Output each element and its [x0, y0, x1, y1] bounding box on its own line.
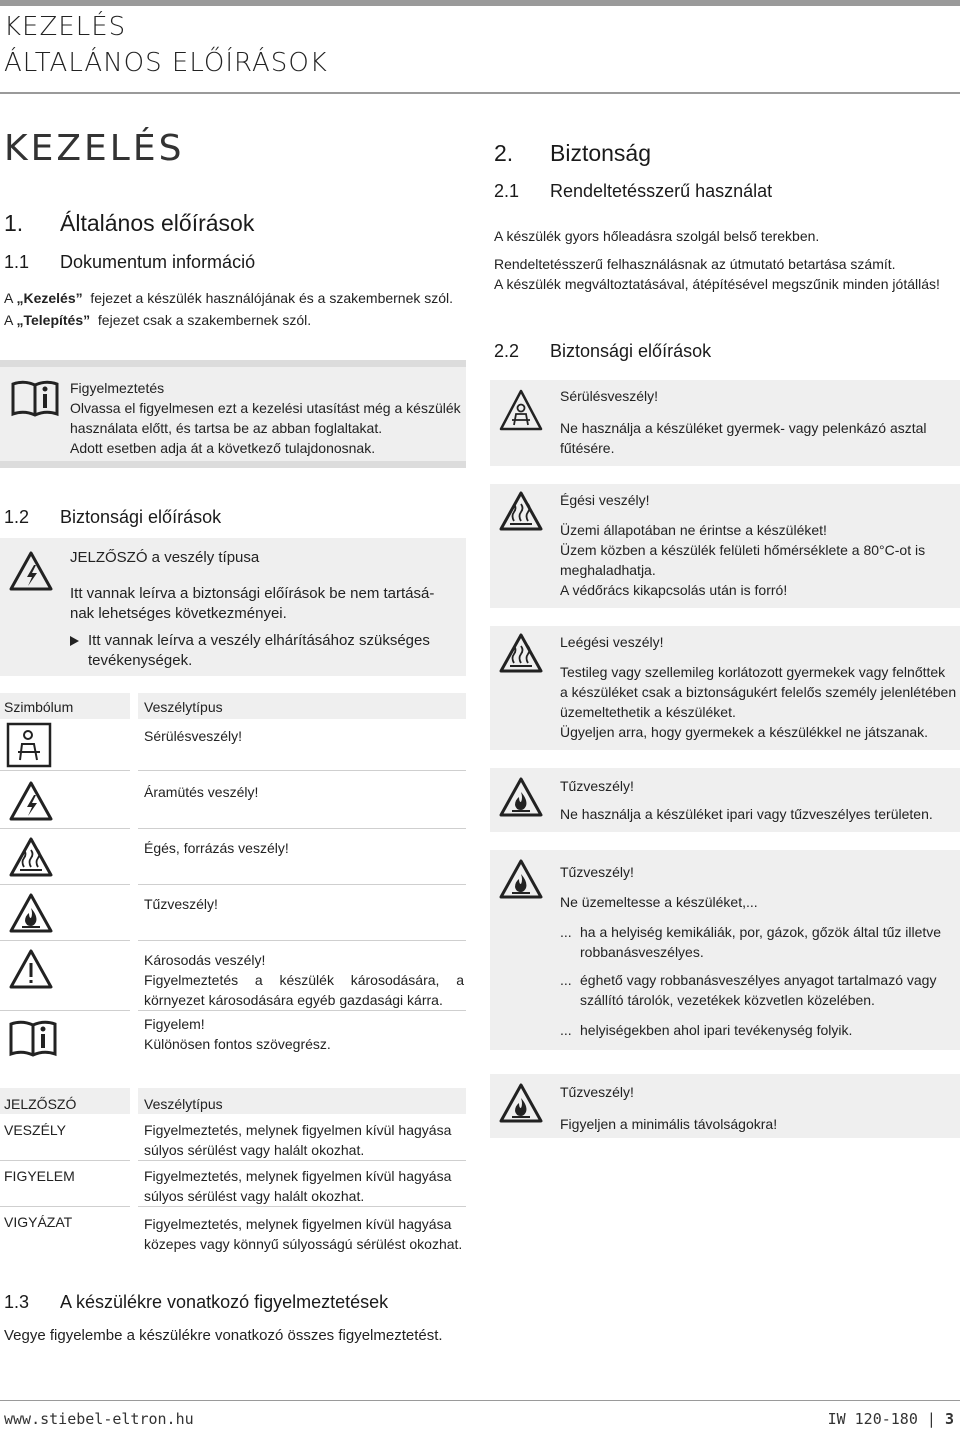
warning-fire-2-item-2a: éghető vagy robbanásveszélyes anyagot tartalmazó vagy	[580, 972, 937, 988]
footer-page-info: IW 120-180 | 3	[827, 1410, 954, 1428]
warning-burn-title: Égési veszély!	[560, 492, 650, 508]
row-divider	[0, 1010, 130, 1011]
warning-fire-3-title: Tűzveszély!	[560, 1084, 634, 1100]
injury-hazard-icon	[498, 388, 544, 434]
header-subtitle: ÁLTALÁNOS ELŐÍRÁSOK	[4, 48, 328, 78]
warning-fire-2-title: Tűzveszély!	[560, 864, 634, 880]
list-dots: ...	[560, 972, 572, 988]
fire-hazard-icon	[8, 892, 54, 934]
fire-hazard-icon	[498, 776, 544, 818]
warning-burn-line-2: Üzem közben a készülék felületi hőmérséklete a 80°C-ot is	[560, 542, 926, 558]
note-line-3: Adott esetben adja át a következő tulajdonosnak.	[70, 440, 376, 456]
note-line-2: használata előtt, és tartsa be az abban foglaltakat.	[70, 420, 383, 436]
warning-burn-line-4: A védőrács kikapcsolás után is forró!	[560, 582, 788, 598]
intended-use-line-3: A készülék megváltoztatásával, átépítésével megszűnik minden jótállás!	[494, 276, 940, 292]
hot-surface-icon	[498, 490, 544, 532]
symbol-row-attention-text: Különösen fontos szövegrész.	[144, 1036, 331, 1052]
doc-info-line-2: A „Telepítés” fejezet csak a szakembernek szól.	[4, 312, 312, 328]
signal-danger-desc-1: Figyelmeztetés, melynek figyelmen kívül hagyása	[144, 1122, 452, 1138]
hot-surface-icon	[498, 632, 544, 674]
list-dots: ...	[560, 1022, 572, 1038]
row-divider	[138, 770, 466, 771]
warning-template-title: JELZŐSZÓ a veszély típusa	[70, 549, 260, 566]
warning-burn-line-3: meghaladhatja.	[560, 562, 656, 578]
section-heading-1-2: 1.2 Biztonsági előírások	[4, 507, 222, 527]
signal-warning-desc-2: súlyos sérülést vagy halált okozhat.	[144, 1188, 365, 1204]
footer-rule	[0, 1400, 960, 1401]
manual-info-icon	[10, 378, 60, 418]
warning-injury-line-2: fűtésére.	[560, 440, 615, 456]
hot-surface-icon	[8, 836, 54, 878]
warning-template-line-2: nak lehetséges következményei.	[70, 605, 287, 622]
signal-caution-desc-1: Figyelmeztetés, melynek figyelmen kívül hagyása	[144, 1216, 452, 1232]
warning-template-action-2: tevékenységek.	[88, 652, 193, 669]
section-heading-2-2: 2.2 Biztonsági előírások	[494, 341, 712, 361]
symbol-col-header: Szimbólum	[4, 699, 74, 715]
type-col-header: Veszélytípus	[144, 699, 223, 715]
signal-word-warning: FIGYELEM	[4, 1168, 75, 1184]
warning-template-action-1: Itt vannak leírva a veszély elhárításához szükséges	[88, 632, 430, 649]
warning-fire-2-line-1: Ne üzemeltesse a készüléket,...	[560, 894, 758, 910]
symbol-row-damage-title: Károsodás veszély!	[144, 952, 266, 968]
warning-injury-title: Sérülésveszély!	[560, 388, 659, 404]
warning-fire-2-item-2b: szállító tárolók, vezetékek közvetlen közelében.	[580, 992, 875, 1008]
symbol-row-burn: Égés, forrázás veszély!	[144, 840, 289, 856]
section-heading-1-3: 1.3 A készülékre vonatkozó figyelmeztetések	[4, 1292, 389, 1312]
row-divider	[0, 1206, 130, 1207]
header-title: KEZELÉS	[4, 12, 127, 42]
electric-shock-icon	[8, 550, 54, 592]
signal-danger-desc-2: súlyos sérülést vagy halált okozhat.	[144, 1142, 365, 1158]
warning-exclamation-icon	[8, 948, 54, 990]
warning-scald-title: Leégési veszély!	[560, 634, 664, 650]
warning-fire-3-line-1: Figyeljen a minimális távolságokra!	[560, 1116, 778, 1132]
warning-burn-line-1: Üzemi állapotában ne érintse a készüléket!	[560, 522, 827, 538]
row-divider	[0, 884, 130, 885]
row-divider	[138, 1010, 466, 1011]
signal-word-caution: VIGYÁZAT	[4, 1214, 73, 1230]
warning-scald-line-2: a készüléket csak a biztonságukért felelős személy jelenlétében	[560, 684, 957, 700]
note-line-1: Olvassa el figyelmesen ezt a kezelési utasítást még a készülék	[70, 400, 461, 416]
fire-hazard-icon	[498, 1082, 544, 1124]
symbol-row-electric: Áramütés veszély!	[144, 784, 259, 800]
electric-shock-icon	[8, 780, 54, 822]
doc-info-line-1: A „Kezelés” fejezet a készülék használójának és a szakembernek szól.	[4, 290, 454, 306]
row-divider	[0, 1160, 130, 1161]
warning-fire-1-line-1: Ne használja a készüléket ipari vagy tűzveszélyes területen.	[560, 806, 933, 822]
intended-use-line-2: Rendeltetésszerű felhasználásnak az útmutató betartása számít.	[494, 256, 896, 272]
bullet-arrow-icon	[70, 636, 79, 646]
intended-use-line-1: A készülék gyors hőleadásra szolgál belső terekben.	[494, 228, 820, 244]
footer-url[interactable]: www.stiebel-eltron.hu	[4, 1410, 194, 1428]
injury-hazard-icon	[6, 722, 52, 768]
signal-word-danger: VESZÉLY	[4, 1122, 66, 1138]
section-heading-1: 1. Általános előírások	[4, 210, 255, 236]
signal-warning-desc-1: Figyelmeztetés, melynek figyelmen kívül hagyása	[144, 1168, 452, 1184]
row-divider	[138, 1206, 466, 1207]
list-dots: ...	[560, 924, 572, 940]
manual-info-icon	[8, 1018, 58, 1058]
row-divider	[0, 940, 130, 941]
warning-fire-2-item-1a: ha a helyiség kemikáliák, por, gázok, gőzök által tűz illetve	[580, 924, 942, 940]
symbol-row-damage-line-1: Figyelmeztetés a készülék károsodására, a	[144, 972, 464, 988]
warning-fire-1-title: Tűzveszély!	[560, 778, 634, 794]
symbol-row-fire: Tűzveszély!	[144, 896, 218, 912]
warning-template-line-1: Itt vannak leírva a biztonsági előírások be nem tartásá-	[70, 585, 435, 602]
signal-caution-desc-2: közepes vagy könnyű súlyosságú sérülést okozhat.	[144, 1236, 463, 1252]
section-1-3-text: Vegye figyelembe a készülékre vonatkozó összes figyelmeztetést.	[4, 1327, 443, 1344]
warning-scald-line-4: Ügyeljen arra, hogy gyermekek a készülékkel ne játszanak.	[560, 724, 929, 740]
section-heading-1-1: 1.1 Dokumentum információ	[4, 252, 256, 272]
section-heading-2: 2. Biztonság	[494, 140, 652, 166]
warning-fire-2-item-3: helyiségekben ahol ipari tevékenység folyik.	[580, 1022, 853, 1038]
warning-scald-line-1: Testileg vagy szellemileg korlátozott gyermekek vagy felnőttek	[560, 664, 946, 680]
row-divider	[138, 884, 466, 885]
symbol-row-injury: Sérülésveszély!	[144, 728, 243, 744]
row-divider	[0, 828, 130, 829]
symbol-row-attention-title: Figyelem!	[144, 1016, 205, 1032]
warning-scald-line-3: üzemeltethetik a készüléket.	[560, 704, 736, 720]
header-rule	[0, 92, 960, 94]
note-title: Figyelmeztetés	[70, 380, 165, 396]
row-divider	[138, 940, 466, 941]
signal-type-header: Veszélytípus	[144, 1096, 223, 1112]
warning-injury-line-1: Ne használja a készüléket gyermek- vagy pelenkázó asztal	[560, 420, 927, 436]
warning-fire-2-item-1b: robbanásveszélyes.	[580, 944, 704, 960]
section-heading-2-1: 2.1 Rendeltetésszerű használat	[494, 181, 773, 201]
page-title: KEZELÉS	[4, 128, 185, 169]
top-rule	[0, 0, 960, 6]
symbol-row-damage-line-2: környezet károsodására egyéb gazdasági kárra.	[144, 992, 443, 1008]
row-divider	[138, 828, 466, 829]
row-divider	[0, 770, 130, 771]
fire-hazard-icon	[498, 858, 544, 900]
signal-col-header: JELZŐSZÓ	[4, 1096, 77, 1112]
row-divider	[138, 1160, 466, 1161]
